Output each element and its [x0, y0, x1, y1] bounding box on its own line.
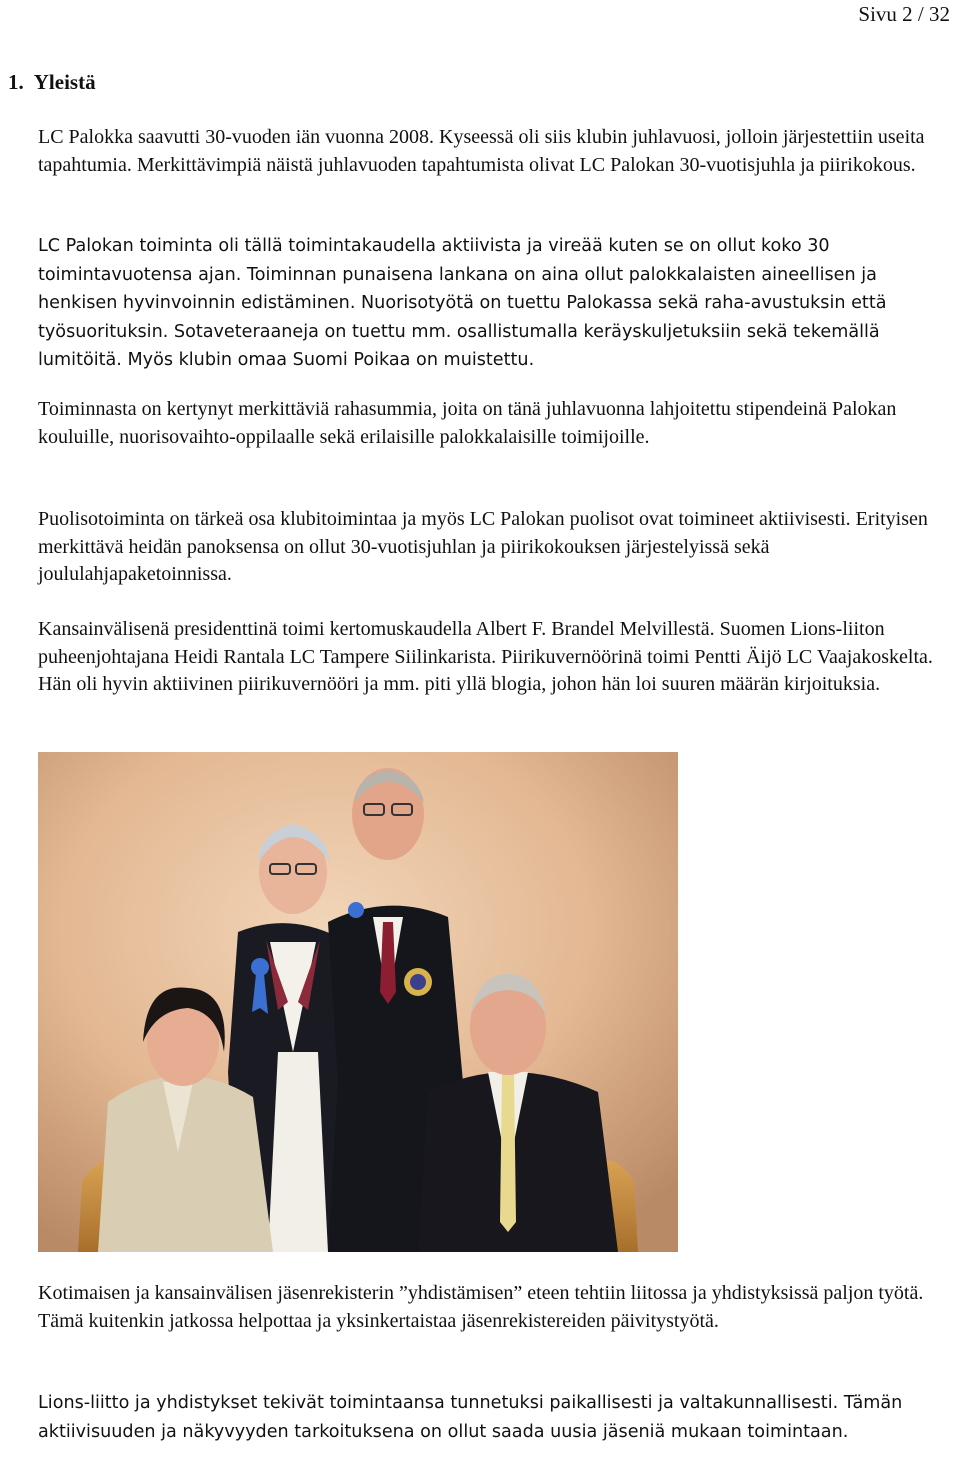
page-number: Sivu 2 / 32: [858, 2, 950, 26]
paragraph-activities: LC Palokan toiminta oli tällä toimintakaudella aktiivista ja vireää kuten se on ollut koko 30 toimintavuotensa ajan. Toiminnan punaisena lankana on aina ollut palokkalaisten aineellisen ja henkisen hyvinvoinnin edistäminen. Nuorisotyötä on tuettu Palokassa sekä raha-avustuksin että työsuorituksin. Sotaveteraaneja on tuettu mm. osallistumalla keräyskuljetuksiin sekä tekemällä lumitöitä. Myös klubin omaa Suomi Poikaa on muistettu.: [38, 236, 887, 370]
paragraph-visibility: Lions-liitto ja yhdistykset tekivät toimintaansa tunnetuksi paikallisesti ja valtakunnallisesti. Tämän aktiivisuuden ja näkyvyyden tarkoituksena on ollut saada uusia jäseniä mukaan toimintaan.: [38, 1393, 903, 1442]
group-photo-illustration: [38, 752, 678, 1252]
group-photo: [38, 752, 678, 1252]
paragraph-intro: LC Palokka saavutti 30-vuoden iän vuonna 2008. Kyseessä oli siis klubin juhlavuosi, jolloin järjestettiin useita tapahtumia. Merkittävimpiä näistä juhlavuoden tapahtumista olivat LC Palokan 30-vuotisjuhla ja piirikokous.: [38, 126, 925, 176]
section-heading: [8, 70, 96, 94]
paragraph-donations: Toiminnasta on kertynyt merkittäviä rahasummia, joita on tänä juhlavuonna lahjoitettu stipendeinä Palokan kouluille, nuorisovaihto-oppilaalle sekä erilaisille palokkalaisille toimijoille.: [38, 398, 897, 448]
paragraph-register: Kotimaisen ja kansainvälisen jäsenrekisterin ”yhdistämisen” eteen tehtiin liitossa ja yhdistyksissä paljon työtä. Tämä kuitenkin jatkossa helpottaa ja yksinkertaistaa jäsenrekistereiden päivitystyötä.: [38, 1282, 924, 1332]
paragraph-officers: Kansainvälisenä presidenttinä toimi kertomuskaudella Albert F. Brandel Melvillestä. Suomen Lions-liiton puheenjohtajana Heidi Rantala LC Tampere Siilinkarista. Piirikuvernöörinä toimi Pentti Äijö LC Vaajakoskelta. Hän oli hyvin aktiivinen piirikuvernööri ja mm. piti yllä blogia, johon hän loi suuren määrän kirjoituksia.: [38, 618, 933, 695]
section-title: Yleistä: [33, 70, 96, 94]
section-number: 1.: [8, 70, 24, 94]
paragraph-spouses: Puolisotoiminta on tärkeä osa klubitoimintaa ja myös LC Palokan puolisot ovat toimineet aktiivisesti. Erityisen merkittävä heidän panoksensa on ollut 30-vuotisjuhlan ja piirikokouksen järjestelyissä sekä joululahjapaketoinnissa.: [38, 508, 928, 585]
